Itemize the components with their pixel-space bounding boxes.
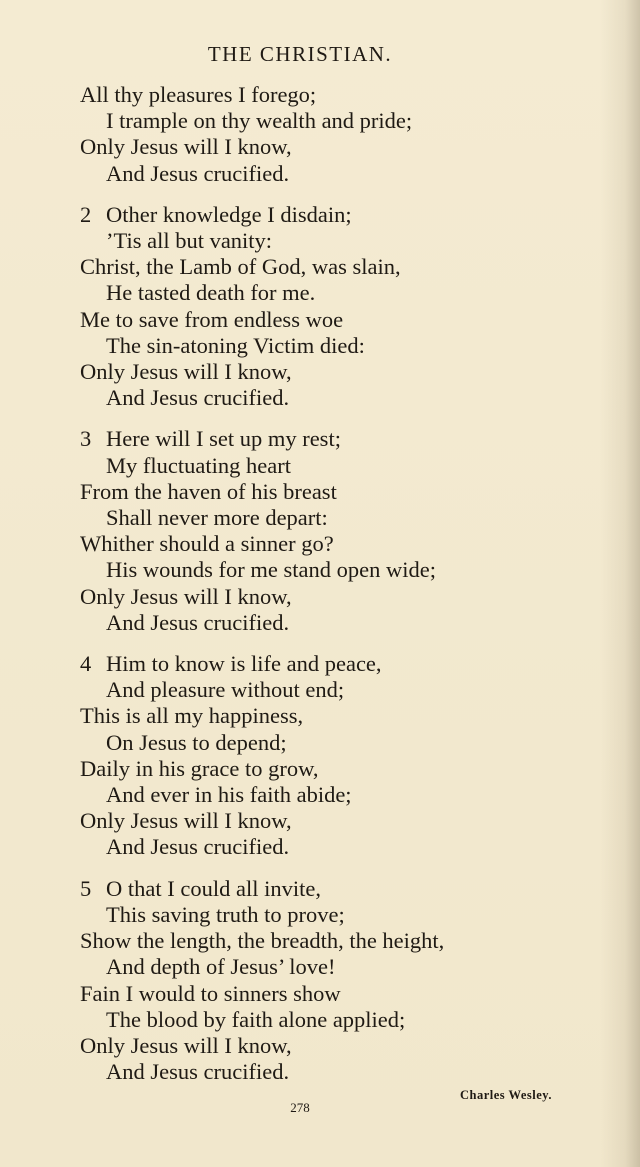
stanza-number: 4 bbox=[80, 651, 92, 677]
verse-line-text: Fain I would to sinners show bbox=[80, 980, 341, 1006]
verse-line bbox=[80, 610, 600, 636]
verse-line-text: My fluctuating heart bbox=[106, 452, 291, 478]
verse-line-text: The blood by faith alone applied; bbox=[106, 1006, 406, 1032]
verse-line bbox=[80, 134, 600, 160]
verse-line bbox=[80, 651, 600, 677]
stanza bbox=[80, 426, 600, 636]
stanza bbox=[80, 876, 600, 1086]
verse-line bbox=[80, 202, 600, 228]
verse-line-text: Only Jesus will I know, bbox=[80, 1032, 292, 1058]
verse-line bbox=[80, 333, 600, 359]
stanza bbox=[80, 202, 600, 412]
hymn-text bbox=[80, 82, 600, 1100]
verse-line-text: Show the length, the breadth, the height, bbox=[80, 928, 445, 954]
verse-line bbox=[80, 161, 600, 187]
verse-line bbox=[80, 82, 600, 108]
verse-line bbox=[80, 228, 600, 254]
verse-line-text: Other knowledge I disdain; bbox=[106, 201, 352, 227]
verse-line bbox=[80, 108, 600, 134]
running-header: THE CHRISTIAN. bbox=[207, 42, 393, 66]
verse-line-text: And pleasure without end; bbox=[106, 677, 345, 703]
verse-line-text: Here will I set up my rest; bbox=[106, 426, 341, 452]
verse-line bbox=[80, 307, 600, 333]
verse-line bbox=[80, 584, 600, 610]
verse-line-text: His wounds for me stand open wide; bbox=[106, 557, 436, 583]
verse-line bbox=[80, 254, 600, 280]
stanza-number: 2 bbox=[80, 201, 92, 227]
verse-line-text: Whither should a sinner go? bbox=[80, 531, 334, 557]
verse-line bbox=[80, 928, 600, 954]
verse-line bbox=[80, 730, 600, 756]
verse-line bbox=[80, 981, 600, 1007]
verse-line-text: Only Jesus will I know, bbox=[80, 583, 292, 609]
verse-line bbox=[80, 834, 600, 860]
verse-line-text: Christ, the Lamb of God, was slain, bbox=[80, 254, 401, 280]
verse-line-text: This saving truth to prove; bbox=[106, 901, 345, 927]
verse-line-text: Shall never more depart: bbox=[106, 505, 328, 531]
verse-line-text: From the haven of his breast bbox=[80, 478, 337, 504]
verse-line bbox=[80, 531, 600, 557]
verse-line bbox=[80, 385, 600, 411]
verse-line-text: This is all my happiness, bbox=[80, 703, 304, 729]
verse-line bbox=[80, 426, 600, 452]
verse-line-text: Only Jesus will I know, bbox=[80, 808, 292, 834]
verse-line-text: All thy pleasures I forego; bbox=[80, 82, 317, 107]
verse-line-text: Him to know is life and peace, bbox=[106, 651, 382, 677]
verse-line bbox=[80, 557, 600, 583]
verse-line-text: And Jesus crucified. bbox=[106, 385, 290, 411]
verse-line-text: He tasted death for me. bbox=[106, 280, 316, 306]
verse-line-text: And ever in his faith abide; bbox=[106, 782, 352, 808]
stanza-number: 3 bbox=[80, 426, 92, 452]
verse-line bbox=[80, 756, 600, 782]
verse-line bbox=[80, 1033, 600, 1059]
verse-line bbox=[80, 453, 600, 479]
verse-line bbox=[80, 359, 600, 385]
verse-line-text: Me to save from endless woe bbox=[80, 306, 344, 332]
verse-line-text: O that I could all invite, bbox=[106, 875, 321, 901]
stanza bbox=[80, 82, 600, 187]
author-attribution: Charles Wesley. bbox=[460, 1088, 552, 1102]
stanza-number: 5 bbox=[80, 875, 92, 901]
verse-line-text: And Jesus crucified. bbox=[106, 1059, 290, 1085]
verse-line bbox=[80, 954, 600, 980]
verse-line-text: I trample on thy wealth and pride; bbox=[106, 108, 413, 134]
verse-line-text: And depth of Jesus’ love! bbox=[106, 954, 336, 980]
verse-line-text: Daily in his grace to grow, bbox=[80, 755, 319, 781]
verse-line bbox=[80, 902, 600, 928]
stanza bbox=[80, 651, 600, 861]
verse-line-text: Only Jesus will I know, bbox=[80, 134, 292, 160]
verse-line bbox=[80, 876, 600, 902]
verse-line bbox=[80, 280, 600, 306]
verse-line-text: And Jesus crucified. bbox=[106, 160, 290, 186]
verse-line bbox=[80, 782, 600, 808]
verse-line bbox=[80, 703, 600, 729]
verse-line bbox=[80, 479, 600, 505]
verse-line-text: The sin-atoning Victim died: bbox=[106, 332, 365, 358]
verse-line-text: And Jesus crucified. bbox=[106, 834, 290, 860]
verse-line bbox=[80, 505, 600, 531]
verse-line-text: Only Jesus will I know, bbox=[80, 359, 292, 385]
verse-line bbox=[80, 1059, 600, 1085]
verse-line bbox=[80, 808, 600, 834]
verse-line bbox=[80, 1007, 600, 1033]
verse-line-text: ’Tis all but vanity: bbox=[106, 228, 273, 254]
verse-line bbox=[80, 677, 600, 703]
verse-line-text: And Jesus crucified. bbox=[106, 609, 290, 635]
page-number: 278 bbox=[290, 1100, 310, 1115]
verse-line-text: On Jesus to depend; bbox=[106, 729, 287, 755]
